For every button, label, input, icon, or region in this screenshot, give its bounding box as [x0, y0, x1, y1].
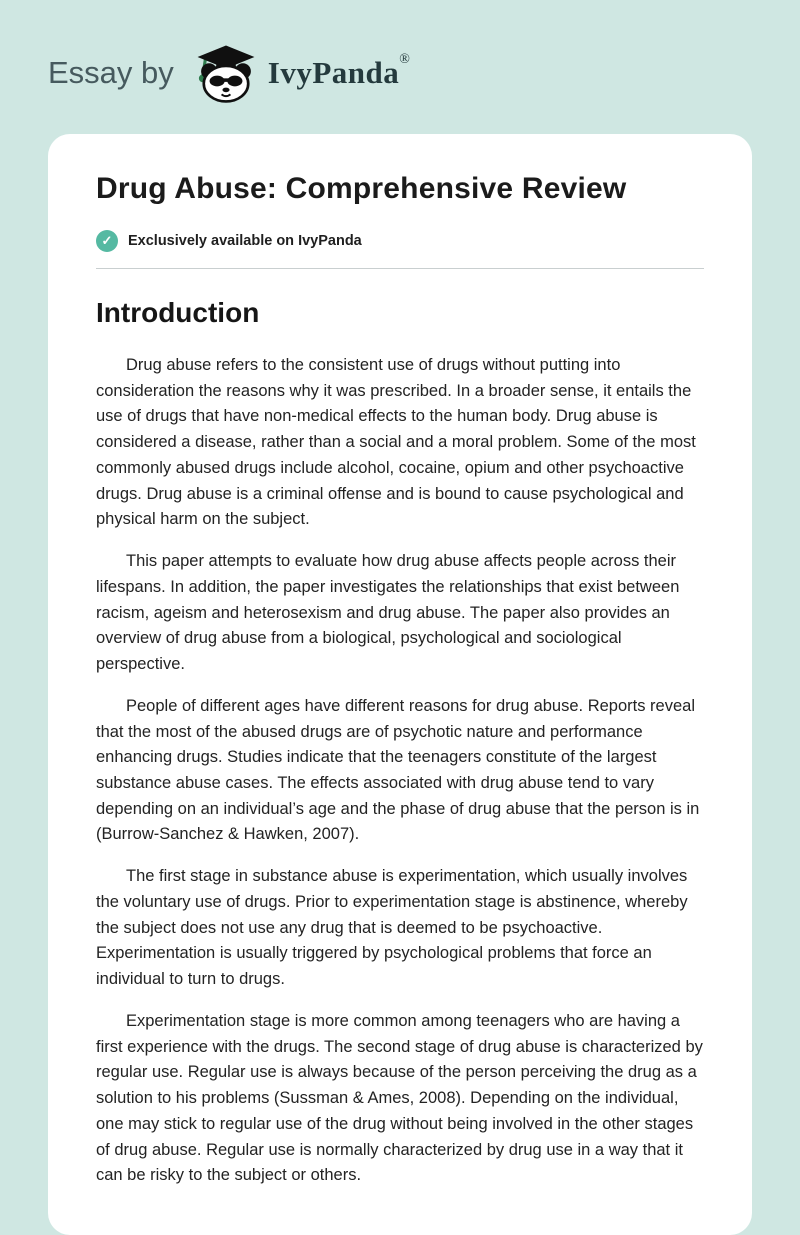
paragraph: Drug abuse refers to the consistent use of drugs without putting into consideration the reasons why it was prescribed. In a broader sense, it entails the use of drugs that have non-medical effects to the human body. Drug abuse is considered a disease, rather than a social and a moral problem. Some of the most commonly abused drugs include alcohol, cocaine, opium and other psychoactive drugs. Drug abuse is a criminal offense and is bound to cause psychological and physical harm on the subject.	[96, 356, 696, 529]
availability-badge	[96, 230, 704, 252]
panda-graduation-cap-icon	[194, 43, 258, 103]
site-header	[0, 0, 800, 134]
section-heading-introduction: Introduction	[96, 297, 260, 328]
check-icon: ✓	[96, 230, 118, 252]
essay-card	[48, 134, 752, 1235]
essay-body	[96, 353, 704, 1189]
registered-mark: ®	[399, 51, 411, 67]
brand-name: IvyPanda®	[267, 51, 411, 90]
page-title: Drug Abuse: Comprehensive Review	[96, 172, 627, 205]
paragraph: This paper attempts to evaluate how drug abuse affects people across their lifespans. In addition, the paper investigates the relationships that exist between racism, ageism and heterosexism and drug abuse. The paper also provides an overview of drug abuse from a biological, psychological and sociological perspective.	[96, 552, 680, 674]
divider	[96, 268, 704, 269]
availability-badge-label: Exclusively available on IvyPanda	[128, 233, 362, 249]
essay-by-label: Essay by	[48, 55, 174, 90]
paragraph: Experimentation stage is more common among teenagers who are having a first experience with the drugs. The second stage of drug abuse is characterized by regular use. Regular use is always because of the person perceiving the drug as a solution to his problems (Sussman & Ames, 2008). Depending on the individual, one may stick to regular use of the drug without being involved in the other stages of drug abuse. Regular use is normally characterized by drug use in a way that it can be risky to the subject or others.	[96, 1011, 703, 1185]
brand-logo	[194, 43, 411, 103]
paragraph: The first stage in substance abuse is experimentation, which usually involves the voluntary use of drugs. Prior to experimentation stage is abstinence, whereby the subject does not use any drug that is deemed to be psychoactive. Experimentation is usually triggered by psychological problems that force an individual to turn to drugs.	[96, 867, 688, 989]
paragraph: People of different ages have different reasons for drug abuse. Reports reveal that the most of the abused drugs are of psychotic nature and performance enhancing drugs. Studies indicate that the teenagers constitute of the largest substance abuse cases. The effects associated with drug abuse tend to vary depending on an individual’s age and the phase of drug abuse that the person is in (Burrow-Sanchez & Hawken, 2007).	[96, 696, 700, 844]
